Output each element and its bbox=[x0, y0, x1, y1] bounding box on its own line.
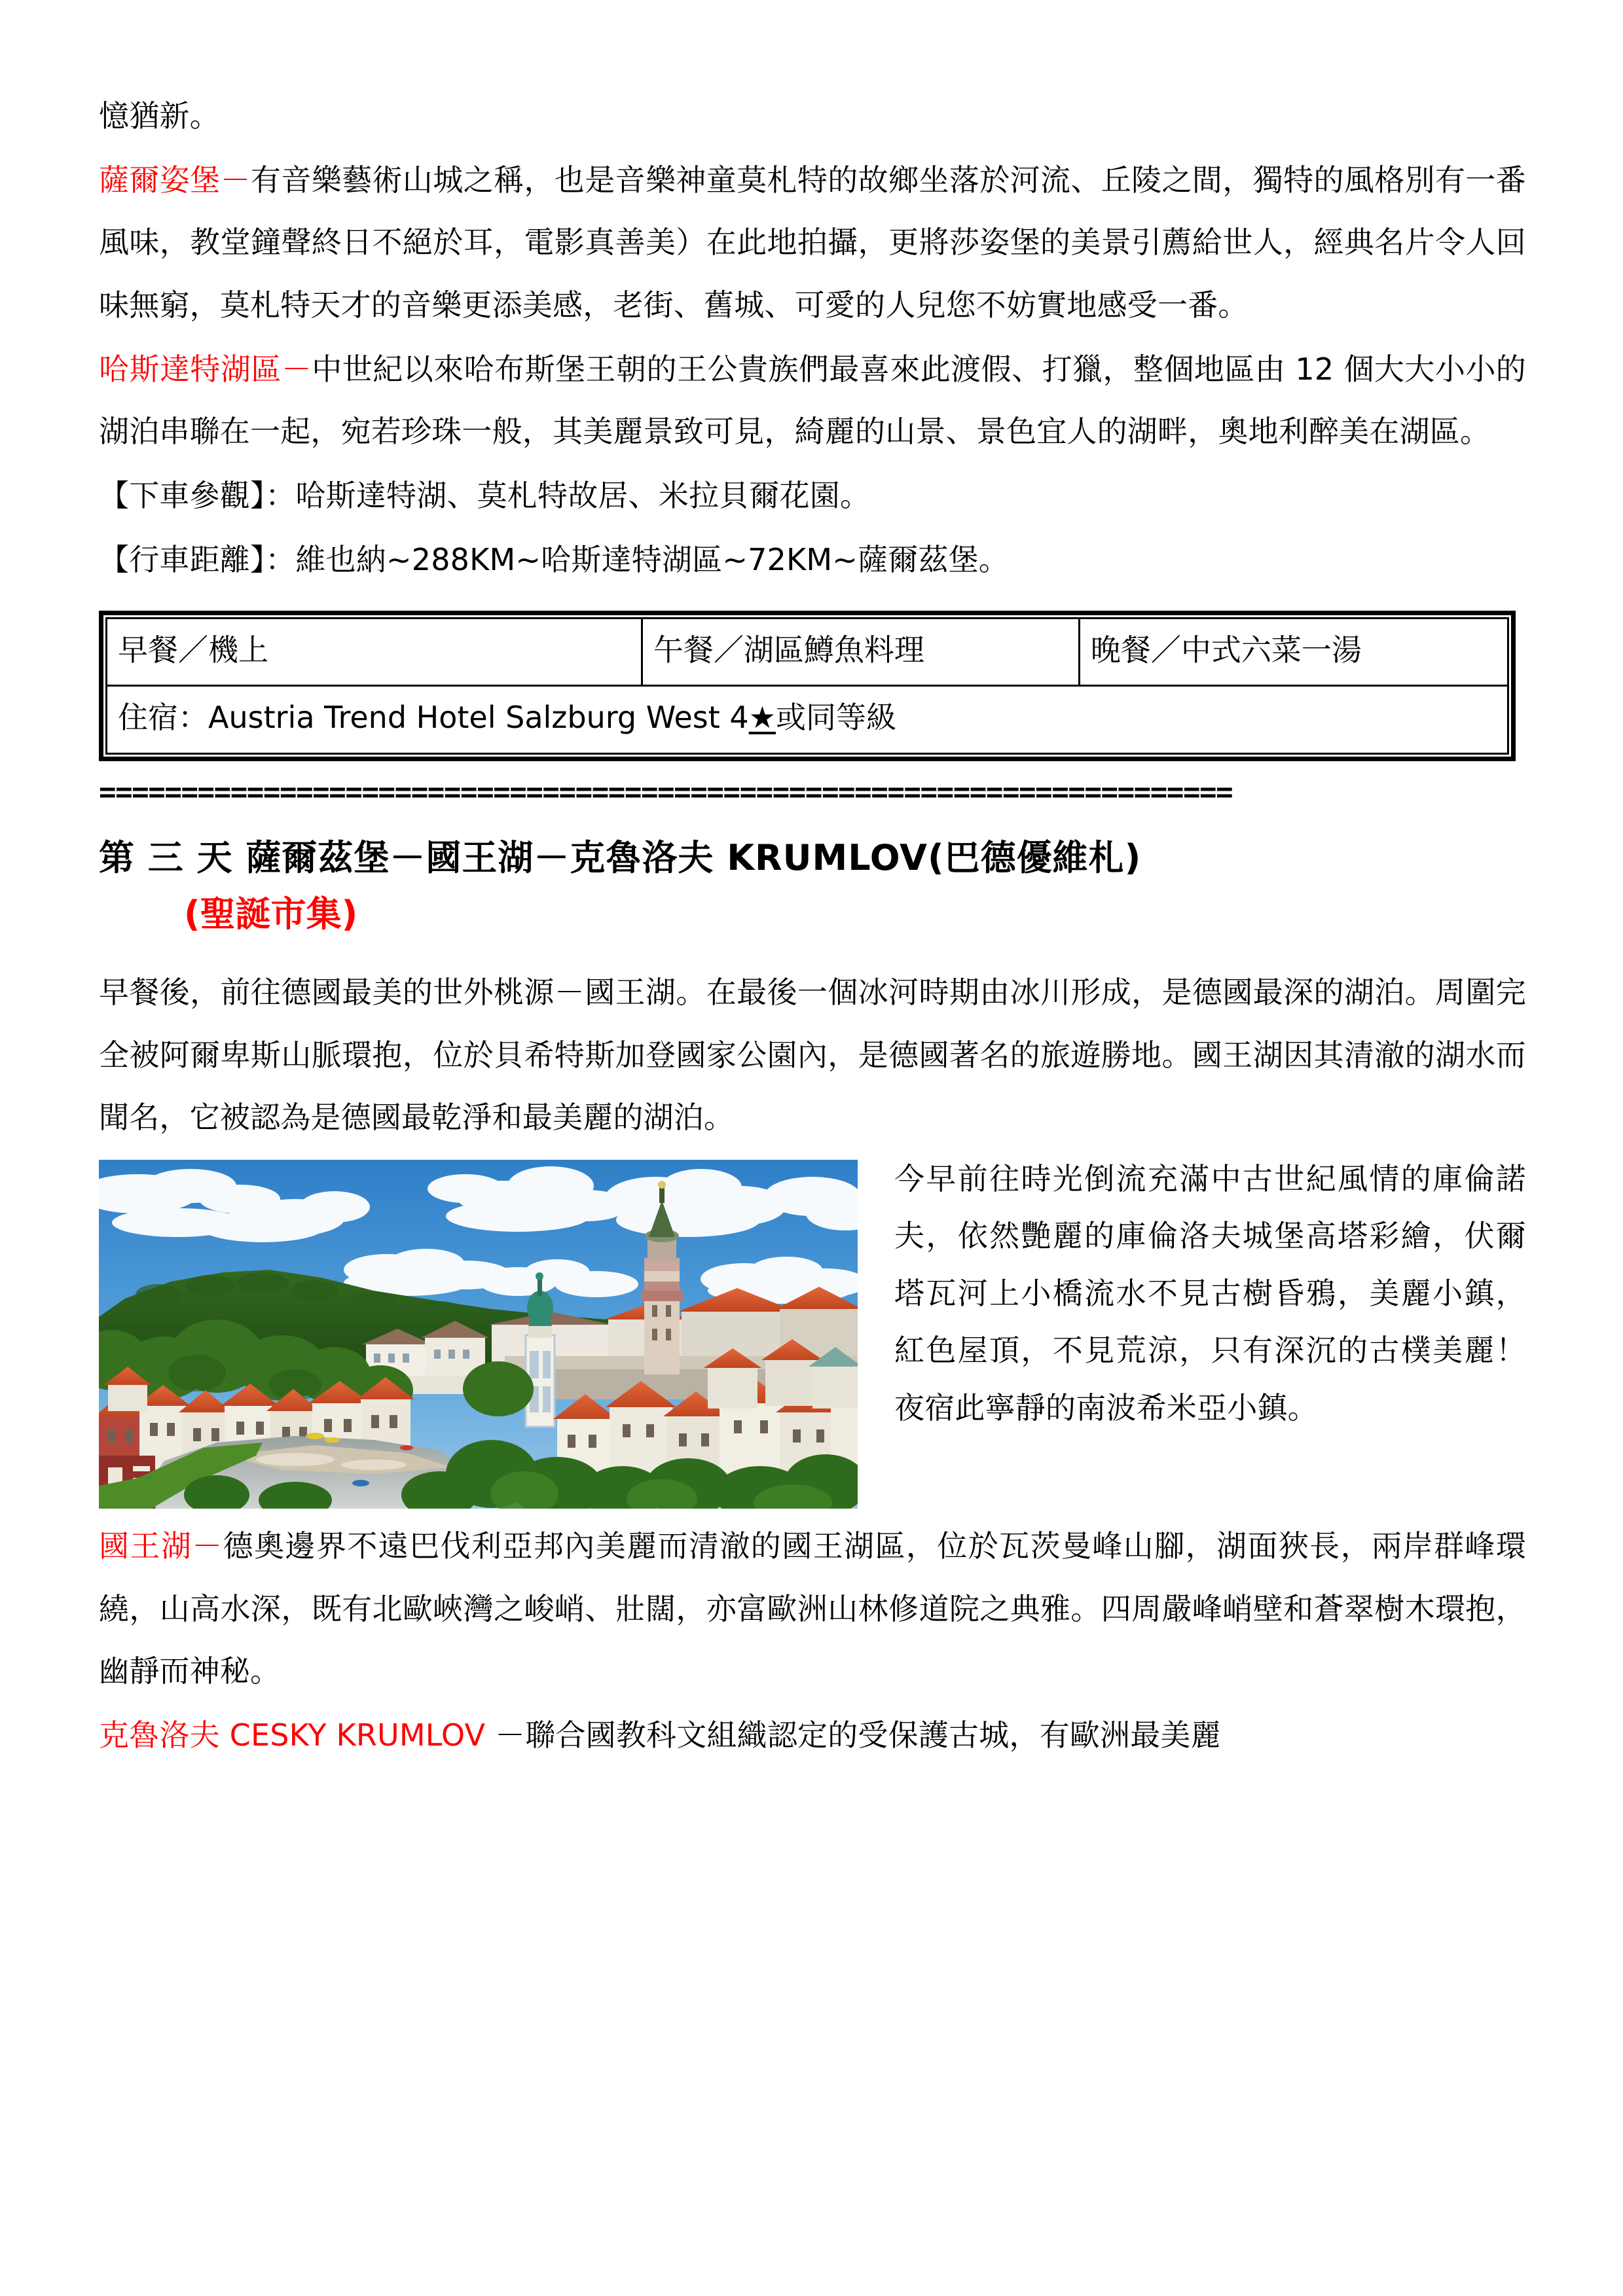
hotel-name: 住宿：Austria Trend Hotel Salzburg West 4 bbox=[118, 700, 749, 736]
paragraph-hallstatt-text: 中世紀以來哈布斯堡王朝的王公貴族們最喜來此渡假、打獵，整個地區由 12 個大大小小的湖泊串聯在一起，宛若珍珠一般，其美麗景致可見，綺麗的山景、景色宜人的湖畔，奧地利醉美在湖區。 bbox=[99, 351, 1526, 450]
day3-subheading: (聖誕市集) bbox=[184, 893, 358, 935]
label-hallstatt: 哈斯達特湖區 bbox=[99, 351, 282, 387]
cell-dinner: 晚餐／中式六菜一湯 bbox=[1079, 619, 1508, 686]
paragraph-krumlov-text: 聯合國教科文組織認定的受保護古城，有歐洲最美麗 bbox=[525, 1717, 1221, 1753]
label-krumlov: 克魯洛夫 CESKY KRUMLOV bbox=[99, 1717, 496, 1753]
krumlov-photo bbox=[99, 1160, 858, 1509]
hotel-equivalent: 或同等級 bbox=[775, 700, 896, 736]
table-row-hotel bbox=[107, 686, 1508, 753]
cell-hotel bbox=[107, 686, 1508, 753]
star-icon: ★ bbox=[748, 700, 776, 736]
label-konigssee: 國王湖 bbox=[99, 1528, 192, 1564]
line-continuation: 憶猶新。 bbox=[99, 98, 220, 134]
table-row-meals bbox=[107, 619, 1508, 686]
section-separator: ===================================================================== bbox=[99, 781, 1233, 803]
label-salzburg: 薩爾姿堡 bbox=[99, 162, 221, 198]
day3-intro: 早餐後，前往德國最美的世外桃源－國王湖。在最後一個冰河時期由冰川形成，是德國最深的湖泊。周圍完全被阿爾卑斯山脈環抱，位於貝希特斯加登國家公園內，是德國著名的旅遊勝地。國王湖因其清澈的湖水而聞名，它被認為是德國最乾淨和最美麗的湖泊。 bbox=[99, 975, 1526, 1136]
paragraph-konigssee bbox=[99, 1515, 1526, 1703]
paragraph-salzburg bbox=[99, 149, 1526, 337]
dash-hallstatt: － bbox=[281, 351, 312, 387]
cell-lunch: 午餐／湖區鱒魚料理 bbox=[642, 619, 1079, 686]
paragraph-salzburg-text: 有音樂藝術山城之稱，也是音樂神童莫札特的故鄉坐落於河流、丘陵之間，獨特的風格別有一番風味，教堂鐘聲終日不絕於耳，電影真善美）在此地拍攝，更將莎姿堡的美景引薦給世人，經典名片令人回味無窮，莫札特天才的音樂更添美感，老街、舊城、可愛的人兒您不妨實地感受一番。 bbox=[99, 162, 1526, 323]
distance-line: 【行車距離】：維也納~288KM~哈斯達特湖區~72KM~薩爾茲堡。 bbox=[99, 541, 1010, 577]
paragraph-hallstatt bbox=[99, 338, 1526, 463]
dash-krumlov: － bbox=[495, 1717, 526, 1753]
krumlov-photo-illustration bbox=[99, 1160, 858, 1509]
day3-heading: 第 三 天 薩爾茲堡－國王湖－克魯洛夫 KRUMLOV(巴德優維札) bbox=[99, 837, 1142, 879]
stops-line: 【下車參觀】：哈斯達特湖、莫札特故居、米拉貝爾花園。 bbox=[99, 478, 871, 514]
dash-salzburg: － bbox=[220, 162, 251, 198]
day3-wrap-text: 今早前往時光倒流充滿中古世紀風情的庫倫諾夫，依然艷麗的庫倫洛夫城堡高塔彩繪，伏爾塔瓦河上小橋流水不見古樹昏鴉，美麗小鎮，紅色屋頂，不見荒涼，只有深沉的古樸美麗！夜宿此寧靜的南波希米亞小鎮。 bbox=[894, 1161, 1526, 1426]
cell-breakfast: 早餐／機上 bbox=[107, 619, 642, 686]
paragraph-krumlov bbox=[99, 1704, 1526, 1767]
meal-hotel-table bbox=[99, 611, 1516, 761]
figure-and-wrap-block bbox=[99, 1151, 1526, 1515]
paragraph-konigssee-text: 德奧邊界不遠巴伐利亞邦內美麗而清澈的國王湖區，位於瓦茨曼峰山腳，湖面狹長，兩岸群峰環繞，山高水深，既有北歐峽灣之峻峭、壯闊，亦富歐洲山林修道院之典雅。四周嚴峰峭壁和蒼翠樹木環抱，幽靜而神秘。 bbox=[99, 1528, 1526, 1689]
dash-konigssee: － bbox=[192, 1528, 223, 1564]
document-page bbox=[99, 0, 1526, 1768]
